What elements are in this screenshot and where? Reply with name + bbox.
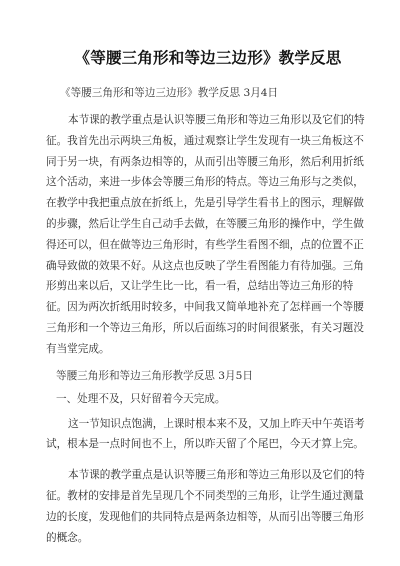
paragraph-1: 本节课的教学重点是认识等腰三角形和等边三角形以及它们的特征。我首先出示两块三角板，通过观察让学生发现有一块三角板这不同于另一块，有两条边相等的，从而引出等腰三角形，然后利用折纸这个活动，来进一步体会等腰三角形的特点。等边三角形与之类似，在教学中我把重点放在折纸上，先是引导学生看书上的图示，理解做的步骤，然后让学生自己动手去做，在等腰三角形的操作中，学生做得还可以，但在做等边三角形时，有些学生看图不细，点的位置不正确导致做的效果不好。从这点也反映了学生看图能力有待加强。三角形剪出来以后，又让学生比一比，看一看，总结出等边三角形的特征。因为两次折纸用时较多，中间我又简单地补充了怎样画一个等腰三角形和一个等边三角形，所以后面练习的时间很紧张，有关习题没有当堂完成。	[46, 114, 365, 355]
paragraph-2: 这一节知识点饱满，上课时根本来不及，又加上昨天中午英语考试，根本是一点时间也不上，所以昨天留了个尾巴，今天才算上完。	[46, 417, 365, 451]
paragraph-3: 本节课的教学重点是认识等腰三角形和等边三角形以及它们的特征。教材的安排是首先呈现几个不同类型的三角形，让学生通过测量边的长度，发现他们的共同特点是两条边相等，从而引出等腰三角形的概念。	[46, 469, 365, 544]
document-subtitle: 《等腰三角形和等边三边形》教学反思 3月4日	[60, 87, 279, 99]
document-title: 《等腰三角形和等边三边形》教学反思	[74, 48, 342, 67]
section-2-line: 一、处理不及，只好留着今天完成。	[56, 392, 226, 405]
section-2-heading: 等腰三角形和等边三角形教学反思 3月5日	[56, 369, 253, 382]
